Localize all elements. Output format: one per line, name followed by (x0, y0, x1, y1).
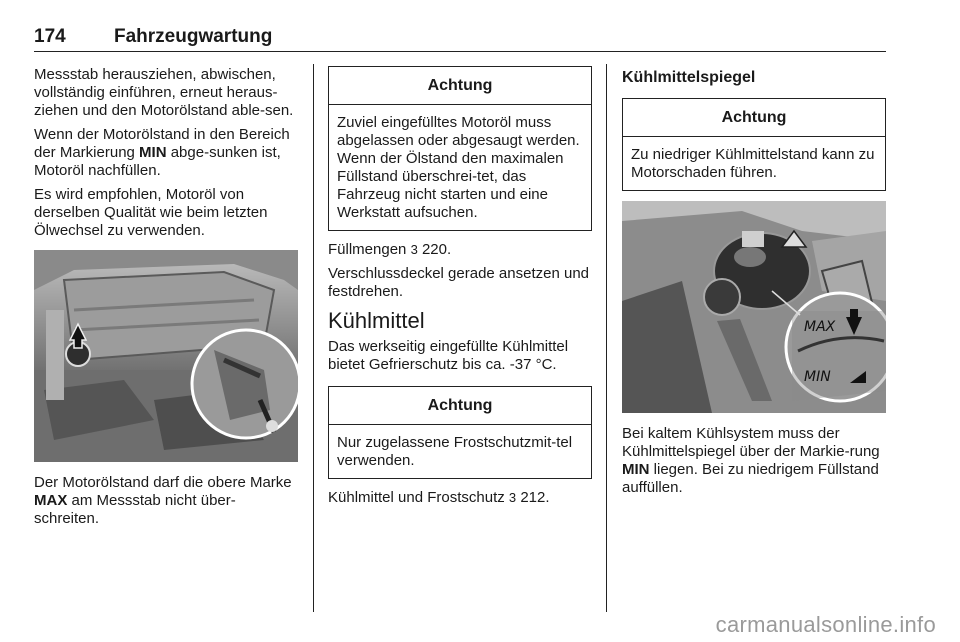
warning-title: Achtung (623, 99, 885, 137)
paragraph: Das werkseitig eingefüllte Kühlmittel bietet Gefrierschutz bis ca. -37 °C. (328, 338, 569, 373)
paragraph: Es wird empfohlen, Motoröl von derselben Qualität wie beim letzten Ölwechsel zu verwenden. (34, 186, 268, 239)
cross-reference: Füllmengen 3 220. (328, 241, 452, 258)
column-1 (34, 66, 298, 534)
warning-box (622, 98, 886, 191)
warning-text: Zu niedriger Kühlmittelstand kann zu Motorschaden führen. (631, 146, 875, 181)
paragraph: Bei kaltem Kühlsystem muss der Kühlmittelspiegel über der Markie-rung MIN liegen. Bei zu niedrigem Füllstand auffüllen. (622, 425, 880, 496)
warning-box (328, 66, 592, 231)
subsection-heading: Kühlmittelspiegel (622, 69, 756, 86)
engine-oil-figure (34, 250, 298, 462)
paragraph: Der Motorölstand darf die obere Marke MAX am Messstab nicht über-schreiten. (34, 474, 292, 527)
column-3 (622, 66, 886, 503)
min-mark: MIN (622, 461, 650, 478)
column-divider (606, 64, 607, 612)
page-header (34, 26, 886, 52)
page-title: Fahrzeugwartung (114, 26, 273, 47)
section-heading: Kühlmittel (328, 308, 425, 333)
min-mark: MIN (139, 144, 167, 161)
page-number: 174 (34, 26, 66, 47)
warning-title: Achtung (329, 387, 591, 425)
warning-title: Achtung (329, 67, 591, 105)
warning-text: Zuviel eingefülltes Motoröl muss abgelassen oder abgesaugt werden. Wenn der Ölstand den maximalen Füllstand überschrei-tet, das Fahrzeug nicht starten und eine Werkstatt aufsuchen. (337, 114, 580, 221)
reference-arrow-icon: 3 (508, 490, 517, 505)
warning-box (328, 386, 592, 479)
column-2 (328, 66, 592, 513)
paragraph: Messstab herausziehen, abwischen, vollständig einführen, erneut heraus-ziehen und den Motorölstand able-sen. (34, 66, 294, 119)
paragraph: Wenn der Motorölstand in den Bereich der Markierung MIN abge-sunken ist, Motoröl nachfüllen. (34, 126, 290, 179)
watermark: carmanualsonline.info (715, 612, 936, 637)
paragraph: Verschlussdeckel gerade ansetzen und festdrehen. (328, 265, 590, 300)
reference-arrow-icon: 3 (410, 242, 418, 257)
max-mark: MAX (34, 492, 68, 509)
coolant-reservoir-figure (622, 201, 886, 413)
warning-text: Nur zugelassene Frostschutzmit-tel verwenden. (337, 434, 573, 469)
max-label: MAX (804, 319, 836, 335)
cross-reference: Kühlmittel und Frostschutz 3 212. (328, 489, 550, 506)
min-label: MIN (804, 369, 831, 385)
column-divider (313, 64, 314, 612)
